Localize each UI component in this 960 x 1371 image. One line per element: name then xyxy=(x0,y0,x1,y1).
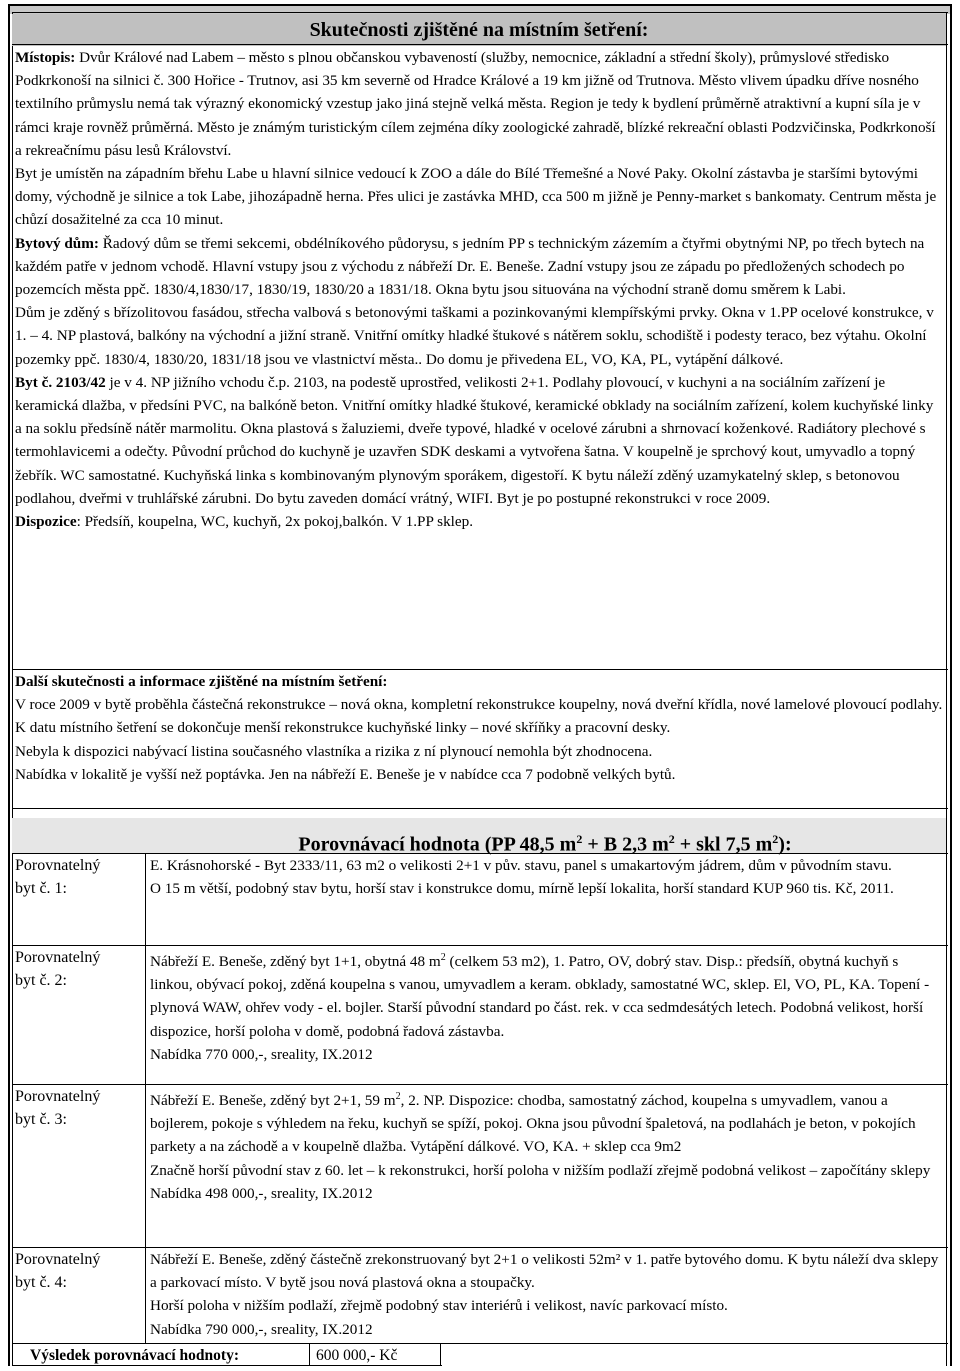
comparable-2-text-b: (celkem 53 m2), 1. Patro, OV, dobrý stav. Disp.: předsíň, obytná kuchyň s linkou, obývací pokoj, zděná koupelna s vanou, umyvadlem a keram. obklady, samostatné WC, sklep. El, VO, PL, KA. Topení - plynová WAW, ohřev vody - el. bojler. Starší původní standard po část. rek. v cca sedmdesátých letech. Podobná velikost, horší dispozice, horší poloha v domě, podobná řadová zástavba. xyxy=(150,953,930,1040)
comparable-3-label xyxy=(15,1085,145,1131)
section2-p2: K datu místního šetření se dokončuje menší rekonstrukce kuchyňské linky – nové skříňky a pracovní desky. xyxy=(15,719,671,737)
flat-text: je v 4. NP jižního vchodu č.p. 2103, na podestě uprostřed, velikosti 2+1. Podlahy plovoucí, v kuchyni a na sociálním zařízení je keramická dlažba, v předsíni PVC, na balkóně beton. Vnitřní omítky hladké štukové, keramické obklady na sociálním zařízení, kolem kuchyňské linky a na soklu předsíně nátěr marmolitu. Okna plastová s žaluziemi, dveře typové, hladké v ocelové zárubni a shrnovací koženkové. Radiátory plechové s termohlavicemi a odečty. Původní průchod do kuchyně je uzavřen SDK deskami a vytvořena šatna. V koupelně je sprchový kout, umyvadlo a topný žebřík. WC samostatné. Kuchyňská linka s kombinovaným plynovým sporákem, digestoří. K bytu náleží zděný uzamykatelný sklep, s betonovou podlahou, dveřmi v truhlářské zárubni. Do bytu zaveden domácí vrátný, WIFI. Byt je po postupné rekonstrukci v roce 2009. xyxy=(15,373,934,507)
section2-label xyxy=(15,670,943,693)
result-divider-2 xyxy=(440,1344,441,1366)
comparison-title-a: Porovnávací hodnota (PP 48,5 m xyxy=(298,833,577,856)
result-label: Výsledek porovnávací hodnoty: xyxy=(30,1347,239,1364)
comparable-2-label xyxy=(15,946,145,992)
construction-paragraph: Dům je zděný s břízolitovou fasádou, střecha valbová s betonovými taškami a pozinkovanými klempířskými prvky. Okna v 1.PP ocelové konstrukce, v 1. – 4. NP plastová, balkóny na východní a jižní straně. Vnitřní omítky hladké štukové s nátěrem soklu, schodiště i podesty teraco, bez výtahu. Okolní pozemky ppč. 1830/4, 1830/20, 1831/18 jsou ve vlastnictví města.. Do domu je přivedena EL, VO, KA, PL, vytápění dálkové. xyxy=(15,304,934,368)
dispozice-label: Dispozice xyxy=(15,513,77,531)
frame-left-inner xyxy=(12,12,13,1366)
comparable-4-line2: Horší poloha v nižším podlaží, zřejmě podobný stav interiérů i velikost, navíc parkovací místo. xyxy=(150,1297,728,1315)
comparable-2-offer: Nabídka 770 000,-, sreality, IX.2012 xyxy=(150,1045,373,1063)
frame-right-inner xyxy=(946,12,947,1366)
comparable-2-text-a: Nábřeží E. Beneše, zděný byt 1+1, obytná 48 m xyxy=(150,953,441,971)
frame-top xyxy=(8,4,952,6)
comparison-title-b: + B 2,3 m xyxy=(582,833,669,856)
title-divider xyxy=(12,44,948,45)
comparable-2-label-line1: Porovnatelný xyxy=(15,949,101,966)
comparison-title-sup1: 2 xyxy=(576,832,583,846)
mistopis-paragraph xyxy=(15,46,943,162)
comparable-3-text-b: , 2. NP. Dispozice: chodba, samostatný záchod, koupelna s umyvadlem, vanou a bojlerem, pokoje s výhledem na řeku, kuchyň se spíží, pokoj. Okna jsou původní špaletová, na podlahách je beton, v pokojích parkety a na záchodě a v koupelně dlažba. Vytápění dálkové. VO, KA. + sklep cca 9m2 xyxy=(150,1092,916,1156)
comparable-1-label-line2: byt č. 1: xyxy=(15,880,67,898)
house-paragraph xyxy=(15,232,943,302)
result-divider-1 xyxy=(309,1344,310,1366)
section2-p3: Nebyla k dispozici nabývací listina současného vlastníka a rizika z ní plynoucí nemohla být zhodnocena. xyxy=(15,742,653,760)
comparable-2-desc xyxy=(150,946,942,1066)
frame-right-outer xyxy=(950,4,952,1366)
mistopis-label: Místopis: xyxy=(15,49,76,66)
comparable-4-label-line1: Porovnatelný xyxy=(15,1251,101,1268)
comparable-2-main xyxy=(150,946,942,1043)
comparable-2-label-line2: byt č. 2: xyxy=(15,972,67,990)
house-text: Řadový dům se třemi sekcemi, obdélníkového půdorysu, s jedním PP s technickým zázemím a čtyřmi obytnými NP, po třech bytech na každém patře v jednom vchodě. Hlavní vstupy jsou z východu z nábřeží Dr. E. Beneše. Zadní vstupy jsou ze západu po předložených schodech po pozemcích města ppč. 1830/4,1830/17, 1830/19, 1830/20 a 1831/18. Okna bytu jsou situována na východní straně domu směrem k Labi. xyxy=(15,234,925,299)
comparable-1-label-line1: Porovnatelný xyxy=(15,857,101,874)
comparison-title-d: ): xyxy=(778,833,792,856)
comparable-4-label-line2: byt č. 4: xyxy=(15,1274,67,1292)
comparable-3-offer: Nabídka 498 000,-, sreality, IX.2012 xyxy=(150,1184,373,1202)
section2-p4: Nabídka v lokalitě je vyšší než poptávka. Jen na nábřeží E. Beneše je v nabídce cca 7 podobně velkých bytů. xyxy=(15,765,676,783)
result-top-border xyxy=(12,1343,948,1344)
comparable-1-label xyxy=(15,854,145,900)
dispozice-text: : Předsíň, koupelna, WC, kuchyň, 2x pokoj,balkón. V 1.PP sklep. xyxy=(76,513,474,531)
section2-label-text: Další skutečnosti a informace zjištěné na místním šetření: xyxy=(15,673,388,690)
comparable-3-label-line1: Porovnatelný xyxy=(15,1088,101,1105)
result-value: 600 000,- Kč xyxy=(316,1347,398,1364)
comparison-title-c: + skl 7,5 m xyxy=(674,833,773,856)
comparable-4-line1: Nábřeží E. Beneše, zděný částečně zrekonstruovaný byt 2+1 o velikosti 52m² v 1. patře bytového domu. K bytu náleží dva sklepy a parkovací místo. V bytě jsou nová plastová okna a stoupačky. xyxy=(150,1251,939,1292)
frame-left-outer xyxy=(8,4,10,1366)
comparable-4-desc xyxy=(150,1248,942,1341)
frame-top-inner xyxy=(12,12,948,13)
section2-body xyxy=(15,670,943,786)
flat-label: Byt č. 2103/42 xyxy=(15,373,106,391)
comparable-2-sup: 2 xyxy=(440,952,446,963)
location-paragraph: Byt je umístěn na západním břehu Labe u hlavní silnice vedoucí k ZOO a dále do Bílé Třemešné a Nové Paky. Okolní zástavba je staršími bytovými domy, východně je silnice a tok Labe, jihozápadně herna. Přes ulici je zastávka MHD, cca 500 m jižně je Penny-market s bankomaty. Centrum města je chůzí dosažitelné za cca 10 minut. xyxy=(15,165,937,229)
comparable-3-comment: Značně horší původní stav z 60. let – k rekonstrukci, horší poloha v nižším podlaží zřejmě podobná velikost – započítány sklepy xyxy=(150,1161,931,1179)
house-label: Bytový dům: xyxy=(15,234,99,252)
comparable-3-main xyxy=(150,1085,942,1159)
comparable-3-text-a: Nábřeží E. Beneše, zděný byt 2+1, 59 m xyxy=(150,1092,396,1110)
comparable-1-desc xyxy=(150,854,942,900)
comparable-3-label-line2: byt č. 3: xyxy=(15,1111,67,1129)
comparable-4-label xyxy=(15,1248,145,1294)
comparable-3-desc xyxy=(150,1085,942,1205)
comparable-3-sup: 2 xyxy=(395,1091,401,1102)
flat-paragraph xyxy=(15,371,943,510)
comparable-4-offer: Nabídka 790 000,-, sreality, IX.2012 xyxy=(150,1320,373,1338)
comparison-title-sup2: 2 xyxy=(668,832,675,846)
section-title: Skutečnosti zjištěné na místním šetření: xyxy=(309,19,649,41)
comparison-title-sup3: 2 xyxy=(772,832,779,846)
comparable-1-line2: O 15 m větší, podobný stav bytu, horší stav i konstrukce domu, mírně lepší lokalita, horší standard KUP 960 tis. Kč, 2011. xyxy=(150,880,894,898)
comparable-1-line1: E. Krásnohorské - Byt 2333/11, 63 m2 o velikosti 2+1 v pův. stavu, panel s umakartovým jádrem, dům v původním stavu. xyxy=(150,857,892,874)
section1-body xyxy=(15,46,943,533)
section2-p1: V roce 2009 v bytě proběhla částečná rekonstrukce – nová okna, kompletní rekonstrukce koupelny, nová dveřní křídla, nové lamelové plovoucí podlahy. xyxy=(15,696,943,714)
comparison-column-divider xyxy=(145,854,146,1343)
section2-divider xyxy=(12,808,948,809)
dispozice-paragraph xyxy=(15,510,943,533)
mistopis-text: Dvůr Králové nad Labem – město s plnou občanskou vybaveností (služby, nemocnice, základní a střední školy), průmyslové středisko Podkrkonoší na silnici č. 300 Hořice - Trutnov, asi 35 km severně od Hradce Králové a 19 km jižně od Trutnova. Město vlivem úpadku dříve nosného textilního průmyslu nemá tak výrazný ekonomický vzestup jako jiná stejně velká města. Region je tedy k bydlení průměrně atraktivní a kupní síla je v rámci kraje rovněž průměrná. Město je známým turistickým cílem zejména díky zoologické zahradě, blízké rekreační oblasti Podzvičinska, Podkrkonoší a rekreačnímu pásu lesů Království. xyxy=(15,49,936,159)
